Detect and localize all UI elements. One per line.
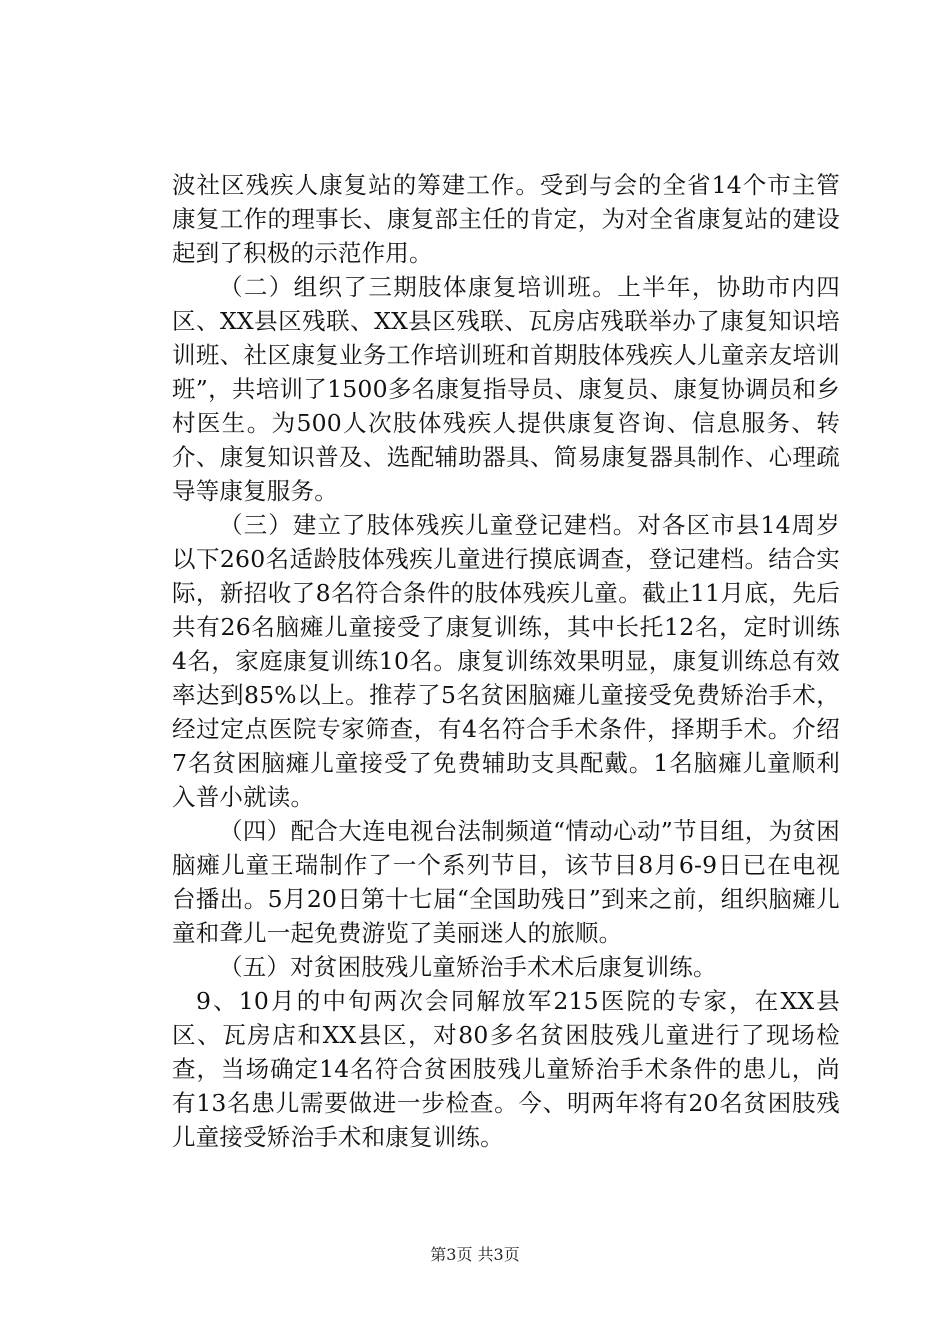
paragraph-continuation: 波社区残疾人康复站的筹建工作。受到与会的全省14个市主管康复工作的理事长、康复部主任的肯定，为对全省康复站的建设起到了积极的示范作用。 xyxy=(172,171,840,267)
document-body xyxy=(172,168,840,1154)
paragraph-section-4: （四）配合大连电视台法制频道“情动心动”节目组，为贫困脑瘫儿童王瑞制作了一个系列节目，该节目8月6-9日已在电视台播出。5月20日第十七届“全国助残日”到来之前，组织脑瘫儿童和聋儿一起免费游览了美丽迷人的旅顺。 xyxy=(172,817,840,947)
paragraph-section-2: （二）组织了三期肢体康复培训班。上半年，协助市内四区、XX县区残联、XX县区残联、瓦房店残联举办了康复知识培训班、社区康复业务工作培训班和首期肢体残疾人儿童亲友培训班”，共培训了1500多名康复指导员、康复员、康复协调员和乡村医生。为500人次肢体残疾人提供康复咨询、信息服务、转介、康复知识普及、选配辅助器具、简易康复器具制作、心理疏导等康复服务。 xyxy=(172,273,840,505)
paragraph-section-5: （五）对贫困肢残儿童矫治手术术后康复训练。 xyxy=(219,953,717,981)
paragraph-section-3: （三）建立了肢体残疾儿童登记建档。对各区市县14周岁以下260名适龄肢体残疾儿童进行摸底调查，登记建档。结合实际，新招收了8名符合条件的肢体残疾儿童。截止11月底，先后共有26名脑瘫儿童接受了康复训练，其中长托12名，定时训练4名，家庭康复训练10名。康复训练效果明显，康复训练总有效率达到85%以上。推荐了5名贫困脑瘫儿童接受免费矫治手术，经过定点医院专家筛查，有4名符合手术条件，择期手术。介绍7名贫困脑瘫儿童接受了免费辅助支具配戴。1名脑瘫儿童顺利入普小就读。 xyxy=(172,511,840,811)
paragraph-section-5-detail: 9、10月的中旬两次会同解放军215医院的专家，在XX县区、瓦房店和XX县区，对80多名贫困肢残儿童进行了现场检查，当场确定14名符合贫困肢残儿童矫治手术条件的患儿，尚有13名患儿需要做进一步检查。今、明两年将有20名贫困肢残儿童接受矫治手术和康复训练。 xyxy=(172,987,840,1151)
page-footer: 第3页 共3页 xyxy=(430,1245,520,1264)
